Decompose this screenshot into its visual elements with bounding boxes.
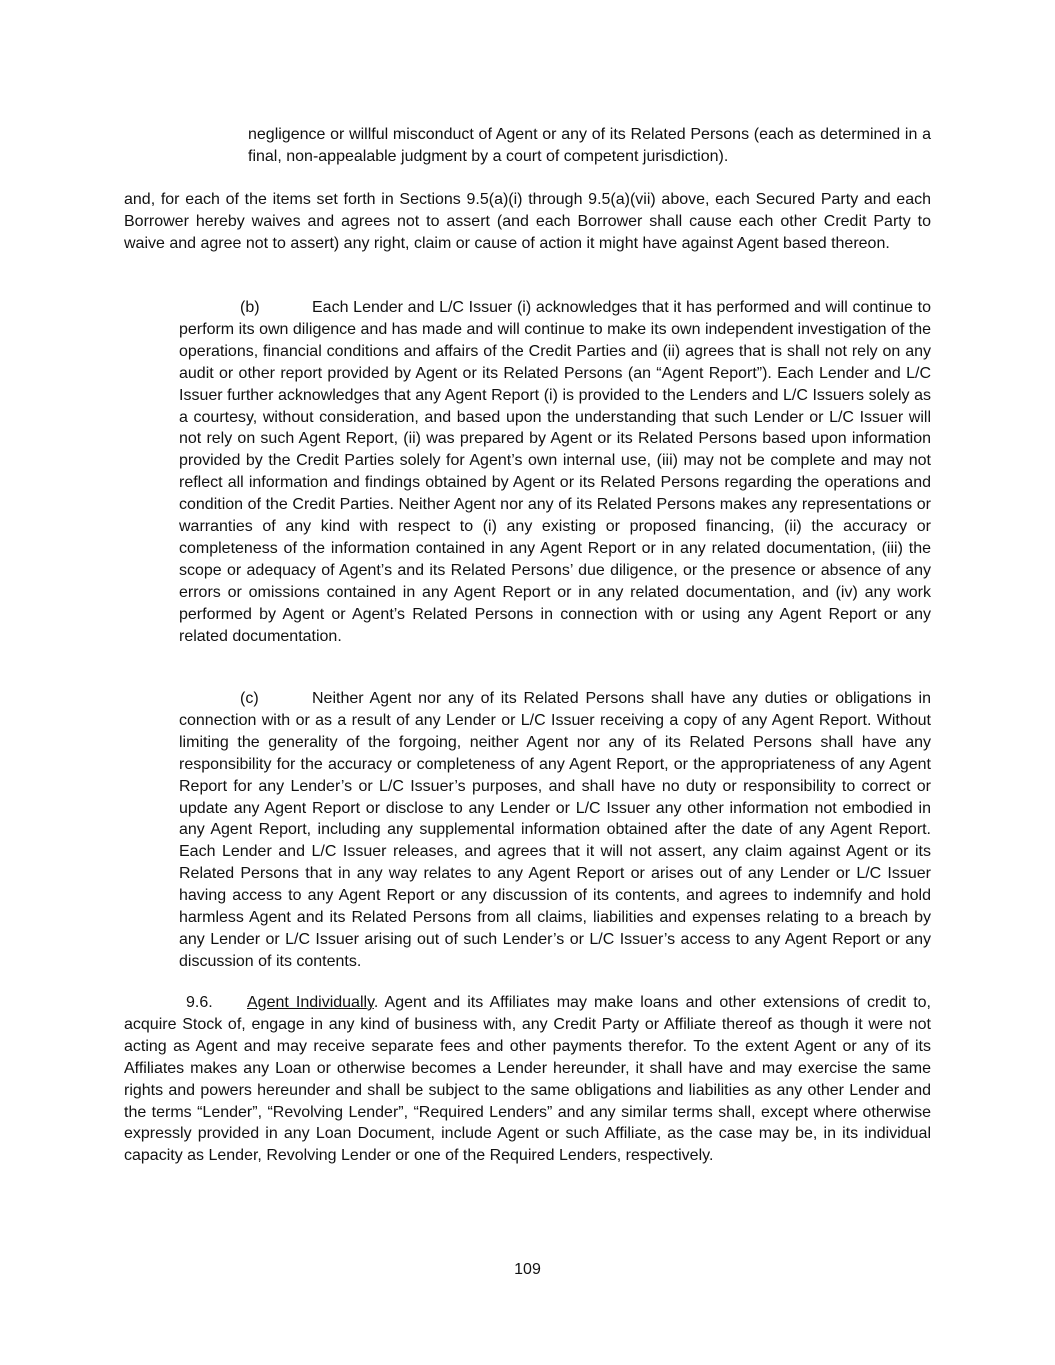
section-9-6-text: . Agent and its Affiliates may make loans and other extensions of credit to, acquire Stock of, engage in any kind of business with, any Credit Party or Affiliate thereof as though it were not acting as Agent and may receive separate fees and other payments therefor. To the extent Agent or any of its Affiliates makes any Loan or otherwise becomes a Lender hereunder, it shall have and may exercise the same rights and powers hereunder and shall be subject to the same obligations and liabilities as any other Lender and the terms “Lender”, “Revolving Lender”, “Required Lenders” and any similar terms shall, except where otherwise expressly provided in any Loan Document, include Agent or such Affiliate, as the case may be, in its individual capacity as Lender, Revolving Lender or one of the Required Lenders, respectively. bbox=[124, 994, 932, 1165]
paragraph-b-text: Each Lender and L/C Issuer (i) acknowledges that it has performed and will continue to perform its own diligence and has made and will continue to make its own independent investigation of the operations, financial conditions and affairs of the Credit Parties and (ii) agrees that is shall not rely on any audit or other report provided by Agent or its Related Persons (an “Agent Report”). Each Lender and L/C Issuer further acknowledges that any Agent Report (i) is provided to the Lenders and L/C Issuers solely as a courtesy, without consideration, and based upon the understanding that such Lender or L/C Issuer will not rely on such Agent Report, (ii) was prepared by Agent or its Related Persons based upon information provided by the Credit Parties solely for Agent’s own internal use, (iii) may not be complete and may not reflect all information and findings obtained by Agent or its Related Persons regarding the operations and condition of the Credit Parties. Neither Agent nor any of its Related Persons makes any representations or warranties of any kind with respect to (i) any existing or proposed financing, (ii) the accuracy or completeness of the information contained in any Agent Report or in any related documentation, (iii) the scope or adequacy of Agent’s and its Related Persons’ due diligence, or the presence or absence of any errors or omissions contained in any Agent Report or in any related documentation, and (iv) any work performed by Agent or Agent’s Related Persons in connection with or using any Agent Report or any related documentation. bbox=[179, 299, 931, 645]
section-9-6-number: 9.6. bbox=[186, 994, 213, 1011]
paragraph-b bbox=[179, 297, 931, 648]
waiver-text: and, for each of the items set forth in Sections 9.5(a)(i) through 9.5(a)(vii) above, each Secured Party and each Borrower hereby waives and agrees not to assert (and each Borrower shall cause each other Credit Party to waive and agree not to assert) any right, claim or cause of action it might have against Agent based thereon. bbox=[124, 191, 931, 252]
paragraph-c-body bbox=[179, 688, 931, 973]
page-number: 109 bbox=[514, 1261, 541, 1278]
waiver-paragraph bbox=[124, 189, 931, 255]
section-9-6-body bbox=[124, 992, 931, 1167]
intro-tail-paragraph bbox=[248, 124, 931, 168]
paragraph-c-label: (c) bbox=[240, 690, 259, 707]
section-9-6 bbox=[124, 992, 931, 1167]
intro-tail-text: negligence or willful misconduct of Agent or any of its Related Persons (each as determined in a final, non-appealable judgment by a court of competent jurisdiction). bbox=[248, 126, 931, 165]
paragraph-b-body bbox=[179, 297, 931, 648]
paragraph-c-text: Neither Agent nor any of its Related Persons shall have any duties or obligations in connection with or as a result of any Lender or L/C Issuer receiving a copy of any Agent Report. Without limiting the generality of the forgoing, neither Agent nor any of its Related Persons shall have any responsibility for the accuracy or completeness of any Agent Report, or the appropriateness of any Agent Report for any Lender’s or L/C Issuer’s purposes, and shall have no duty or responsibility to correct or update any Agent Report or disclose to any Lender or L/C Issuer any other information not embodied in any Agent Report, including any supplemental information obtained after the date of any Agent Report. Each Lender and L/C Issuer releases, and agrees that it will not assert, any claim against Agent or its Related Persons that in any way relates to any Agent Report or arises out of any Lender or L/C Issuer having access to any Agent Report or any discussion of its contents, and agrees to indemnify and hold harmless Agent and its Related Persons from all claims, liabilities and expenses relating to a breach by any Lender or L/C Issuer arising out of such Lender’s or L/C Issuer’s access to any Agent Report or any discussion of its contents. bbox=[179, 690, 931, 970]
section-9-6-heading: Agent Individually bbox=[247, 994, 374, 1011]
paragraph-b-label: (b) bbox=[240, 299, 260, 316]
paragraph-c bbox=[179, 688, 931, 973]
